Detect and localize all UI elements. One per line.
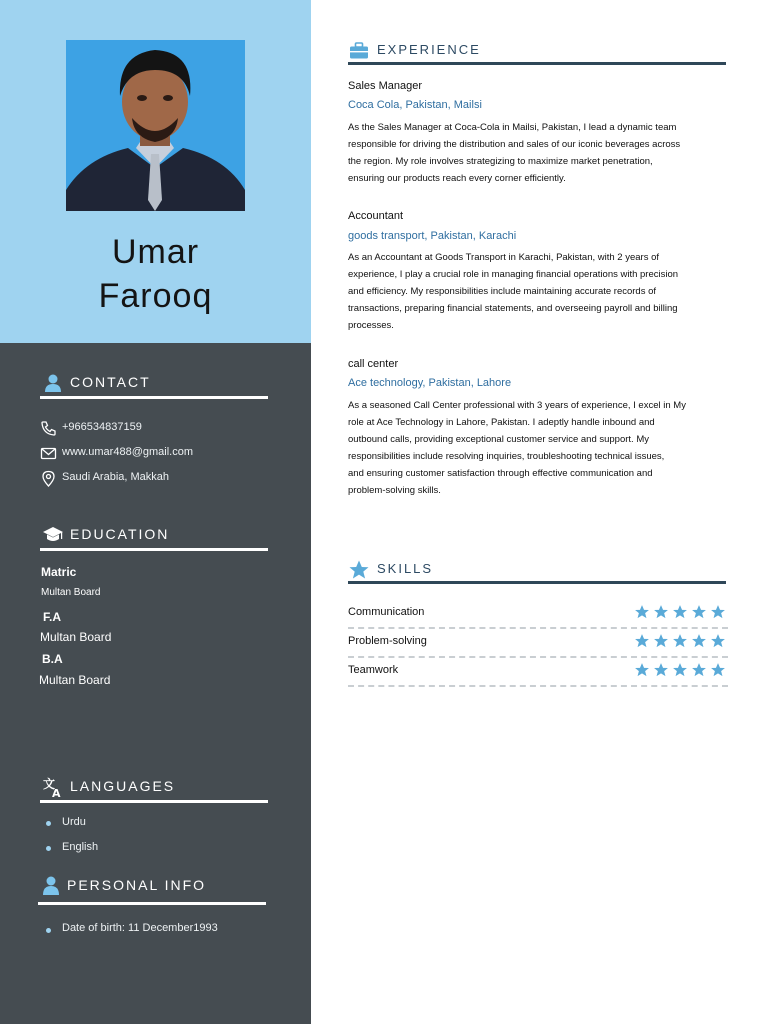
name-first: Umar [111, 233, 200, 271]
skill-name: Teamwork [348, 664, 399, 676]
skill-row [348, 629, 728, 658]
description-line: transactions, preparing financial statements, and overseeing payroll and billing [348, 303, 678, 314]
person-icon [42, 372, 64, 394]
language-label: English [62, 841, 99, 853]
description-line: experience, I play a crucial role in managing financial operations with precision [348, 269, 679, 280]
skill-row [348, 600, 728, 629]
description-line: the region. My role involves strategizing to maximize market penetration, [348, 156, 653, 167]
experience-divider [348, 62, 726, 65]
contact-title: CONTACT [70, 374, 151, 390]
rating-star-icon [634, 662, 650, 678]
skill-rating [634, 662, 726, 678]
contact-section-header [40, 370, 270, 398]
dob-text: Date of birth: 11 December1993 [62, 922, 218, 934]
svg-text:A: A [52, 787, 61, 798]
rating-star-icon [653, 662, 669, 678]
envelope-icon [40, 445, 57, 462]
briefcase-icon [348, 40, 370, 62]
profile-name [0, 230, 311, 318]
contact-phone-text: +966534837159 [62, 421, 142, 433]
rating-star-icon [710, 604, 726, 620]
rating-star-icon [634, 633, 650, 649]
skills-section-header [348, 559, 728, 587]
description-line: As an Accountant at Goods Transport in Karachi, Pakistan, with 2 years of [348, 252, 660, 263]
description-line: and efficiency. My responsibilities include maintaining accurate records of [348, 286, 657, 297]
languages-title: LANGUAGES [70, 778, 176, 794]
experience-section-header [348, 40, 728, 68]
personal-section-header [38, 873, 268, 901]
description-line: processes. [348, 320, 394, 331]
description-line: outbound calls, providing exceptional customer service and support. My [348, 434, 649, 445]
bullet-icon [46, 846, 51, 851]
education-title: EDUCATION [70, 526, 170, 542]
contact-location-text: Saudi Arabia, Makkah [62, 471, 170, 483]
profile-photo [66, 40, 245, 211]
skill-name: Problem-solving [348, 635, 427, 647]
job-description-1 [348, 119, 728, 187]
job-title-3: call center [348, 358, 399, 370]
description-line: role at Ace Technology in Lahore, Pakistan. I adeptly handle inbound and [348, 417, 655, 428]
person-icon [40, 875, 62, 897]
name-last: Farooq [98, 277, 213, 315]
contact-email-text: www.umar488@gmail.com [62, 446, 193, 458]
rating-star-icon [691, 633, 707, 649]
personal-title: PERSONAL INFO [67, 877, 207, 893]
location-pin-icon [40, 470, 57, 487]
rating-star-icon [653, 604, 669, 620]
rating-star-icon [710, 633, 726, 649]
education-board-2: Multan Board [40, 630, 112, 644]
languages-section-header [40, 774, 270, 802]
description-line: ensuring our products reach every corner efficiently. [348, 173, 566, 184]
translate-icon [42, 776, 64, 798]
job-title-1: Sales Manager [348, 80, 422, 92]
phone-icon [40, 420, 57, 437]
job-company-2: goods transport, Pakistan, Karachi [348, 230, 517, 242]
rating-star-icon [691, 604, 707, 620]
job-description-3 [348, 397, 728, 499]
job-description-2 [348, 249, 728, 334]
rating-star-icon [691, 662, 707, 678]
language-label: Urdu [62, 816, 86, 828]
description-line: and ensuring customer satisfaction through effective communication and [348, 468, 653, 479]
education-degree-3: B.A [42, 652, 63, 666]
rating-star-icon [672, 604, 688, 620]
education-board-3: Multan Board [39, 673, 111, 687]
star-icon [348, 559, 370, 581]
graduation-cap-icon [42, 524, 64, 546]
education-degree-2: F.A [43, 610, 61, 624]
rating-star-icon [672, 662, 688, 678]
description-line: responsibilities include resolving inquiries, troubleshooting technical issues, [348, 451, 665, 462]
skill-rating [634, 633, 726, 649]
description-line: responsible for driving the distribution and sales of our iconic beverages across [348, 139, 681, 150]
rating-star-icon [672, 633, 688, 649]
rating-star-icon [653, 633, 669, 649]
skill-name: Communication [348, 606, 425, 618]
contact-divider [40, 396, 268, 399]
job-company-1: Coca Cola, Pakistan, Mailsi [348, 99, 482, 111]
skill-divider [348, 685, 728, 687]
bullet-icon [46, 821, 51, 826]
rating-star-icon [634, 604, 650, 620]
job-company-3: Ace technology, Pakistan, Lahore [348, 377, 512, 389]
personal-divider [38, 902, 266, 905]
skills-title: SKILLS [377, 561, 434, 576]
description-line: As the Sales Manager at Coca-Cola in Mailsi, Pakistan, I lead a dynamic team [348, 122, 677, 133]
education-degree-1: Matric [41, 565, 77, 579]
rating-star-icon [710, 662, 726, 678]
bullet-icon [46, 928, 51, 933]
description-line: problem-solving skills. [348, 485, 441, 496]
education-board-1: Multan Board [41, 587, 101, 598]
education-divider [40, 548, 268, 551]
education-section-header [40, 522, 270, 550]
skills-divider [348, 581, 726, 584]
skill-row [348, 658, 728, 687]
skill-rating [634, 604, 726, 620]
languages-divider [40, 800, 268, 803]
description-line: As a seasoned Call Center professional with 3 years of experience, I excel in My [348, 400, 686, 411]
experience-title: EXPERIENCE [377, 42, 481, 57]
job-title-2: Accountant [348, 210, 404, 222]
svg-text:文: 文 [43, 777, 56, 791]
